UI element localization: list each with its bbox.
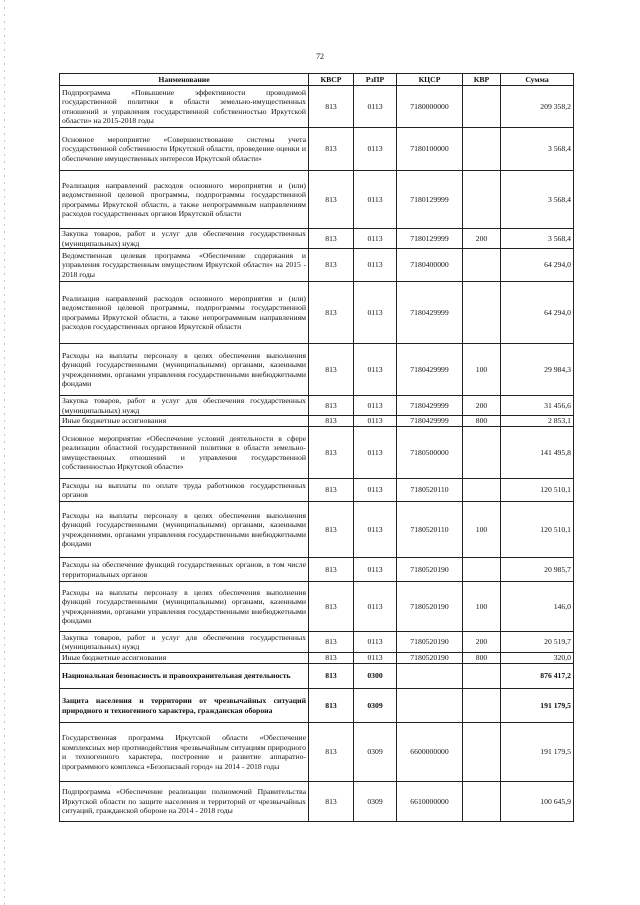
row-sum-cell: 191 179,5 <box>501 723 574 782</box>
row-kvr-cell: 800 <box>463 653 501 664</box>
row-name-cell: Подпрограмма «Повышение эффективности проводимой государственной политики в области земельно-имущественных отношений и управления государственной собственностью Иркутской области» на 2015-2018 годы <box>60 86 309 128</box>
row-rzpr-cell: 0113 <box>354 502 397 558</box>
table-header-row <box>60 74 574 86</box>
row-kvr-cell <box>463 427 501 479</box>
table-row <box>60 689 574 723</box>
row-name-cell: Расходы на выплаты персоналу в целях обеспечения выполнения функций государственными (муниципальными) органами, казенными учреждениями, органами управления государственными внебюджетными фондами <box>60 582 309 632</box>
row-sum-cell: 146,0 <box>501 582 574 632</box>
row-sum-cell: 29 984,3 <box>501 344 574 396</box>
row-kcsr-cell: 7180520110 <box>397 502 463 558</box>
row-rzpr-cell: 0113 <box>354 416 397 427</box>
row-sum-cell: 3 568,4 <box>501 229 574 249</box>
row-sum-cell: 320,0 <box>501 653 574 664</box>
row-sum-cell: 64 294,0 <box>501 282 574 344</box>
row-kvsr-cell: 813 <box>309 396 354 416</box>
row-kcsr-cell: 7180129999 <box>397 171 463 229</box>
row-rzpr-cell: 0113 <box>354 582 397 632</box>
row-name-cell: Закупка товаров, работ и услуг для обеспечения государственных (муниципальных) нужд <box>60 632 309 653</box>
row-rzpr-cell: 0113 <box>354 479 397 502</box>
row-kvr-cell: 200 <box>463 632 501 653</box>
row-rzpr-cell: 0113 <box>354 396 397 416</box>
row-kvsr-cell: 813 <box>309 664 354 689</box>
row-rzpr-cell: 0113 <box>354 128 397 171</box>
page-edge-marks <box>4 0 5 905</box>
row-name-cell: Основное мероприятие «Обеспечение условий деятельности в сфере реализации областной государственной политики в области земельно-имущественных отношений и управления государственной собственностью Иркутской области» <box>60 427 309 479</box>
row-rzpr-cell: 0113 <box>354 653 397 664</box>
row-kvr-cell <box>463 558 501 582</box>
row-kvsr-cell: 813 <box>309 128 354 171</box>
row-name-cell: Иные бюджетные ассигнования <box>60 653 309 664</box>
row-kcsr-cell: 7180129999 <box>397 229 463 249</box>
page-number: 72 <box>316 52 324 61</box>
row-kcsr-cell: 7180520190 <box>397 558 463 582</box>
row-kvsr-cell: 813 <box>309 782 354 822</box>
row-kvsr-cell: 813 <box>309 558 354 582</box>
row-kcsr-cell: 7180520190 <box>397 632 463 653</box>
row-rzpr-cell: 0113 <box>354 171 397 229</box>
row-kcsr-cell: 7180100000 <box>397 128 463 171</box>
table-row <box>60 416 574 427</box>
table-row <box>60 396 574 416</box>
row-kcsr-cell: 7180520110 <box>397 479 463 502</box>
header-sum: Сумма <box>501 74 574 86</box>
row-name-cell: Подпрограмма «Обеспечение реализации полномочий Правительства Иркутской области по защите населения и территорий от чрезвычайных ситуаций, гражданской обороне на 2014 - 2018 годы <box>60 782 309 822</box>
row-kvr-cell <box>463 282 501 344</box>
header-rzpr: РзПР <box>354 74 397 86</box>
row-kvsr-cell: 813 <box>309 171 354 229</box>
header-kcsr: КЦСР <box>397 74 463 86</box>
row-kcsr-cell: 7180429999 <box>397 282 463 344</box>
table-row <box>60 427 574 479</box>
row-kvsr-cell: 813 <box>309 344 354 396</box>
row-name-cell: Расходы на выплаты персоналу в целях обеспечения выполнения функций государственными (муниципальными) органами, казенными учреждениями, органами управления государственными внебюджетными фондами <box>60 502 309 558</box>
row-name-cell: Реализация направлений расходов основного мероприятия и (или) ведомственной целевой программы, подпрограммы государственной программы Иркутской области, а также непрограммным направлениям расходов государственных органов Иркутской области <box>60 282 309 344</box>
row-name-cell: Реализация направлений расходов основного мероприятия и (или) ведомственной целевой программы, подпрограммы государственной программы Иркутской области, а также непрограммным направлениям расходов государственных органов Иркутской области <box>60 171 309 229</box>
row-kvr-cell: 200 <box>463 229 501 249</box>
row-sum-cell: 3 568,4 <box>501 128 574 171</box>
row-name-cell: Основное мероприятие «Совершенствование системы учета государственной собственности Иркутской области, проведение оценки и обеспечение имущественных интересов Иркутской области» <box>60 128 309 171</box>
row-sum-cell: 64 294,0 <box>501 249 574 282</box>
row-rzpr-cell: 0113 <box>354 632 397 653</box>
row-kvsr-cell: 813 <box>309 632 354 653</box>
table-row <box>60 502 574 558</box>
row-kcsr-cell: 6610000000 <box>397 782 463 822</box>
row-rzpr-cell: 0113 <box>354 86 397 128</box>
row-rzpr-cell: 0113 <box>354 282 397 344</box>
table-row <box>60 558 574 582</box>
table-row <box>60 653 574 664</box>
row-kcsr-cell: 7180520190 <box>397 582 463 632</box>
row-kvsr-cell: 813 <box>309 723 354 782</box>
table-row <box>60 171 574 229</box>
row-kvr-cell <box>463 689 501 723</box>
row-name-cell: Расходы на обеспечение функций государственных органов, в том числе территориальных органов <box>60 558 309 582</box>
row-kcsr-cell: 6600000000 <box>397 723 463 782</box>
row-kcsr-cell <box>397 664 463 689</box>
row-sum-cell: 876 417,2 <box>501 664 574 689</box>
row-kvsr-cell: 813 <box>309 416 354 427</box>
row-kvsr-cell: 813 <box>309 86 354 128</box>
row-sum-cell: 120 510,1 <box>501 502 574 558</box>
row-name-cell: Расходы на выплаты персоналу в целях обеспечения выполнения функций государственными (муниципальными) органами, казенными учреждениями, органами управления государственными внебюджетными фондами <box>60 344 309 396</box>
row-kcsr-cell: 7180429999 <box>397 396 463 416</box>
row-kcsr-cell: 7180429999 <box>397 344 463 396</box>
header-kvr: КВР <box>463 74 501 86</box>
row-kvr-cell <box>463 171 501 229</box>
row-kcsr-cell: 7180429999 <box>397 416 463 427</box>
row-kcsr-cell: 7180500000 <box>397 427 463 479</box>
row-rzpr-cell: 0113 <box>354 558 397 582</box>
row-kvr-cell <box>463 86 501 128</box>
table-row <box>60 664 574 689</box>
table-row <box>60 282 574 344</box>
row-kvr-cell: 200 <box>463 396 501 416</box>
table-row <box>60 632 574 653</box>
row-kcsr-cell <box>397 689 463 723</box>
row-rzpr-cell: 0309 <box>354 723 397 782</box>
budget-table <box>59 73 574 822</box>
row-name-cell: Иные бюджетные ассигнования <box>60 416 309 427</box>
row-name-cell: Закупка товаров, работ и услуг для обеспечения государственных (муниципальных) нужд <box>60 396 309 416</box>
row-kvr-cell: 800 <box>463 416 501 427</box>
row-sum-cell: 141 495,8 <box>501 427 574 479</box>
row-kvsr-cell: 813 <box>309 502 354 558</box>
row-sum-cell: 31 456,6 <box>501 396 574 416</box>
row-kvsr-cell: 813 <box>309 427 354 479</box>
table-row <box>60 782 574 822</box>
row-kvr-cell <box>463 723 501 782</box>
row-sum-cell: 2 853,1 <box>501 416 574 427</box>
row-sum-cell: 20 985,7 <box>501 558 574 582</box>
row-rzpr-cell: 0309 <box>354 782 397 822</box>
row-sum-cell: 120 510,1 <box>501 479 574 502</box>
row-kvr-cell <box>463 664 501 689</box>
row-name-cell: Государственная программа Иркутской области «Обеспечение комплексных мер противодействия чрезвычайным ситуациям природного и техногенного характера, построение и развитие аппаратно-программного комплекса «Безопасный город» на 2014 - 2018 годы <box>60 723 309 782</box>
row-rzpr-cell: 0113 <box>354 344 397 396</box>
header-name: Наименование <box>60 74 309 86</box>
row-name-cell: Закупка товаров, работ и услуг для обеспечения государственных (муниципальных) нужд <box>60 229 309 249</box>
table-row <box>60 229 574 249</box>
row-name-cell: Расходы на выплаты по оплате труда работников государственных органов <box>60 479 309 502</box>
row-kvsr-cell: 813 <box>309 479 354 502</box>
table-row <box>60 86 574 128</box>
table-row <box>60 344 574 396</box>
table-row <box>60 582 574 632</box>
table-row <box>60 249 574 282</box>
header-kvsr: КВСР <box>309 74 354 86</box>
row-sum-cell: 100 645,9 <box>501 782 574 822</box>
row-rzpr-cell: 0113 <box>354 229 397 249</box>
row-rzpr-cell: 0113 <box>354 427 397 479</box>
row-kcsr-cell: 7180520190 <box>397 653 463 664</box>
row-sum-cell: 20 519,7 <box>501 632 574 653</box>
row-name-cell: Ведомственная целевая программа «Обеспечение содержания и управления государственным имуществом Иркутской области» на 2015 - 2018 годы <box>60 249 309 282</box>
row-kvr-cell <box>463 249 501 282</box>
row-kcsr-cell: 7180400000 <box>397 249 463 282</box>
row-kvr-cell <box>463 128 501 171</box>
row-kvsr-cell: 813 <box>309 653 354 664</box>
row-name-cell: Защита населения и территории от чрезвычайных ситуаций природного и техногенного характера, гражданская оборона <box>60 689 309 723</box>
row-kvr-cell <box>463 782 501 822</box>
row-sum-cell: 191 179,5 <box>501 689 574 723</box>
row-kvr-cell <box>463 479 501 502</box>
table-row <box>60 723 574 782</box>
row-kcsr-cell: 7180000000 <box>397 86 463 128</box>
row-rzpr-cell: 0113 <box>354 249 397 282</box>
row-kvr-cell: 100 <box>463 582 501 632</box>
row-kvsr-cell: 813 <box>309 229 354 249</box>
row-name-cell: Национальная безопасность и правоохранительная деятельность <box>60 664 309 689</box>
row-kvsr-cell: 813 <box>309 282 354 344</box>
row-sum-cell: 3 568,4 <box>501 171 574 229</box>
row-rzpr-cell: 0309 <box>354 689 397 723</box>
row-sum-cell: 209 358,2 <box>501 86 574 128</box>
row-kvsr-cell: 813 <box>309 582 354 632</box>
row-kvr-cell: 100 <box>463 344 501 396</box>
row-rzpr-cell: 0300 <box>354 664 397 689</box>
row-kvsr-cell: 813 <box>309 249 354 282</box>
table-row <box>60 479 574 502</box>
row-kvr-cell: 100 <box>463 502 501 558</box>
row-kvsr-cell: 813 <box>309 689 354 723</box>
table-row <box>60 128 574 171</box>
